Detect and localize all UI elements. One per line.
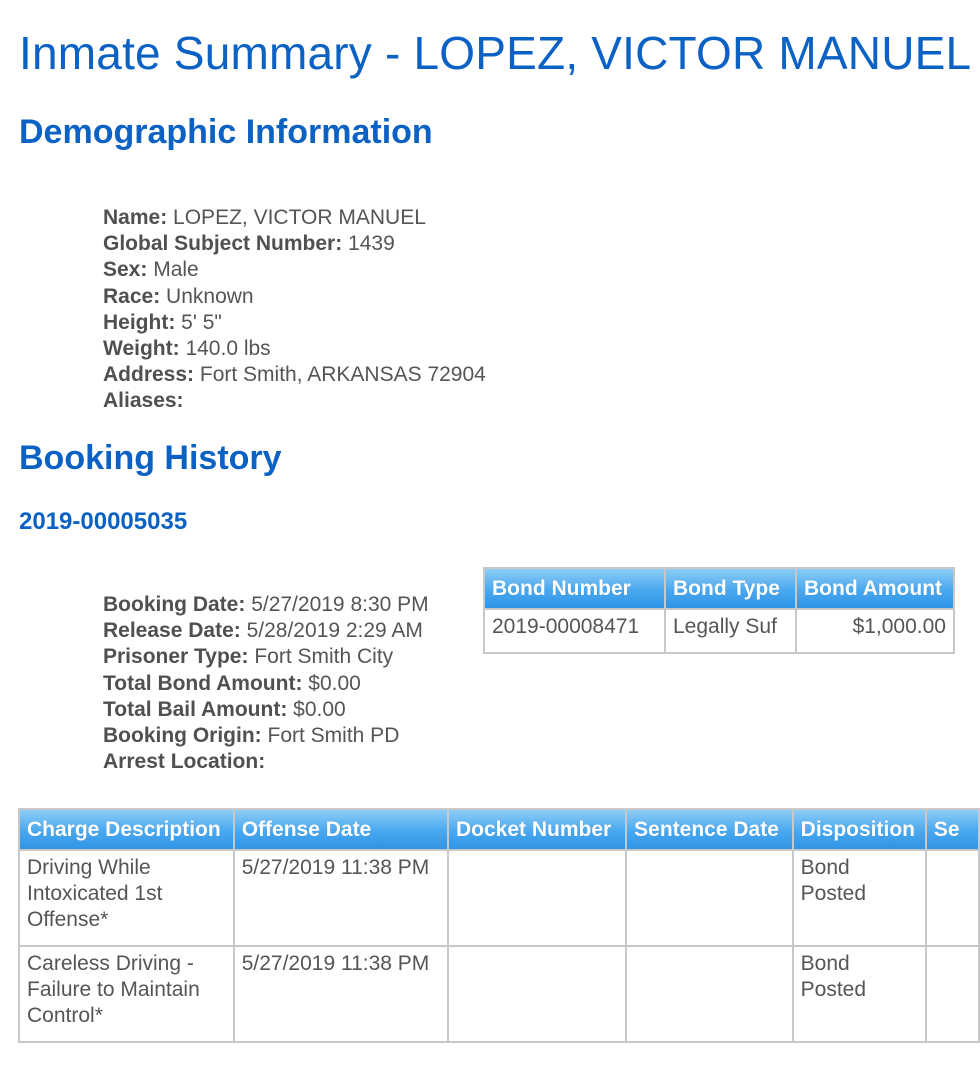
- charge-table: [18, 808, 980, 1043]
- field-value: $0.00: [293, 697, 346, 721]
- field-value: Fort Smith, ARKANSAS 72904: [199, 363, 486, 387]
- field-label: Height:: [103, 310, 176, 334]
- bond-type-cell: Legally Suf: [666, 610, 797, 652]
- name-field: [103, 205, 486, 231]
- field-label: Booking Origin:: [103, 724, 262, 748]
- table-header-row: [20, 810, 978, 851]
- weight-field: [103, 336, 486, 362]
- table-row: [485, 610, 953, 652]
- demographic-heading: Demographic Information: [19, 113, 433, 151]
- column-header-disposition: Disposition: [794, 810, 927, 851]
- page-title: Inmate Summary - LOPEZ, VICTOR MANUEL: [19, 27, 972, 79]
- bond-table: [483, 567, 955, 654]
- booking-date-field: [103, 592, 429, 618]
- booking-info: [103, 592, 429, 775]
- docket-number-cell: [449, 851, 627, 947]
- field-value: 1439: [348, 232, 395, 256]
- booking-history-heading: Booking History: [19, 439, 282, 477]
- offense-date-cell: 5/27/2019 11:38 PM: [235, 947, 449, 1041]
- table-row: [20, 851, 978, 947]
- field-value: Fort Smith PD: [267, 724, 400, 748]
- booking-origin-field: [103, 723, 429, 749]
- column-header-bond-amount: Bond Amount: [797, 569, 953, 610]
- field-label: Arrest Location:: [103, 750, 266, 774]
- disposition-cell: Bond Posted: [794, 851, 927, 947]
- field-label: Global Subject Number:: [103, 232, 343, 256]
- field-label: Name:: [103, 206, 168, 229]
- column-header-truncated: Se: [927, 810, 978, 851]
- field-label: Booking Date:: [103, 593, 246, 616]
- field-value: Unknown: [166, 284, 254, 308]
- column-header-docket-number: Docket Number: [449, 810, 627, 851]
- field-label: Total Bond Amount:: [103, 671, 303, 695]
- table-row: [20, 947, 978, 1041]
- field-value: 5/28/2019 2:29 AM: [246, 619, 423, 643]
- bond-amount-cell: $1,000.00: [852, 615, 946, 638]
- offense-date-cell: 5/27/2019 11:38 PM: [235, 851, 449, 947]
- field-value: $0.00: [308, 671, 361, 695]
- sex-field: [103, 257, 486, 283]
- field-value: 140.0 lbs: [185, 337, 271, 361]
- column-header-bond-number: Bond Number: [485, 569, 666, 610]
- field-label: Weight:: [103, 337, 180, 361]
- table-header-row: [485, 569, 953, 610]
- demographic-info: [103, 205, 486, 415]
- field-value: 5/27/2019 8:30 PM: [251, 593, 429, 616]
- field-label: Release Date:: [103, 619, 241, 643]
- field-value: LOPEZ, VICTOR MANUEL: [173, 206, 426, 229]
- sentence-date-cell: [627, 947, 794, 1041]
- disposition-cell: Bond Posted: [794, 947, 927, 1041]
- global-subject-number-field: [103, 231, 486, 257]
- column-header-bond-type: Bond Type: [666, 569, 797, 610]
- field-label: Race:: [103, 284, 161, 308]
- aliases-field: [103, 388, 486, 414]
- field-label: Sex:: [103, 258, 148, 282]
- sentence-date-cell: [627, 851, 794, 947]
- column-header-offense-date: Offense Date: [235, 810, 449, 851]
- booking-number: 2019-00005035: [19, 508, 188, 535]
- total-bond-amount-field: [103, 671, 429, 697]
- field-label: Total Bail Amount:: [103, 697, 288, 721]
- field-value: Male: [153, 258, 199, 282]
- field-label: Aliases:: [103, 389, 184, 413]
- column-header-charge-description: Charge Description: [20, 810, 235, 851]
- address-field: [103, 362, 486, 388]
- charge-description-cell: Careless Driving - Failure to Maintain Control*: [20, 947, 235, 1041]
- truncated-cell: [927, 947, 978, 1041]
- field-label: Address:: [103, 363, 195, 387]
- charge-description-cell: Driving While Intoxicated 1st Offense*: [20, 851, 235, 947]
- field-label: Prisoner Type:: [103, 645, 249, 669]
- race-field: [103, 284, 486, 310]
- release-date-field: [103, 618, 429, 644]
- field-value: Fort Smith City: [254, 645, 394, 669]
- truncated-cell: [927, 851, 978, 947]
- arrest-location-field: [103, 749, 429, 775]
- docket-number-cell: [449, 947, 627, 1041]
- column-header-sentence-date: Sentence Date: [627, 810, 794, 851]
- total-bail-amount-field: [103, 697, 429, 723]
- bond-number-cell: 2019-00008471: [485, 610, 666, 652]
- field-value: 5' 5": [181, 310, 222, 334]
- height-field: [103, 310, 486, 336]
- prisoner-type-field: [103, 644, 429, 670]
